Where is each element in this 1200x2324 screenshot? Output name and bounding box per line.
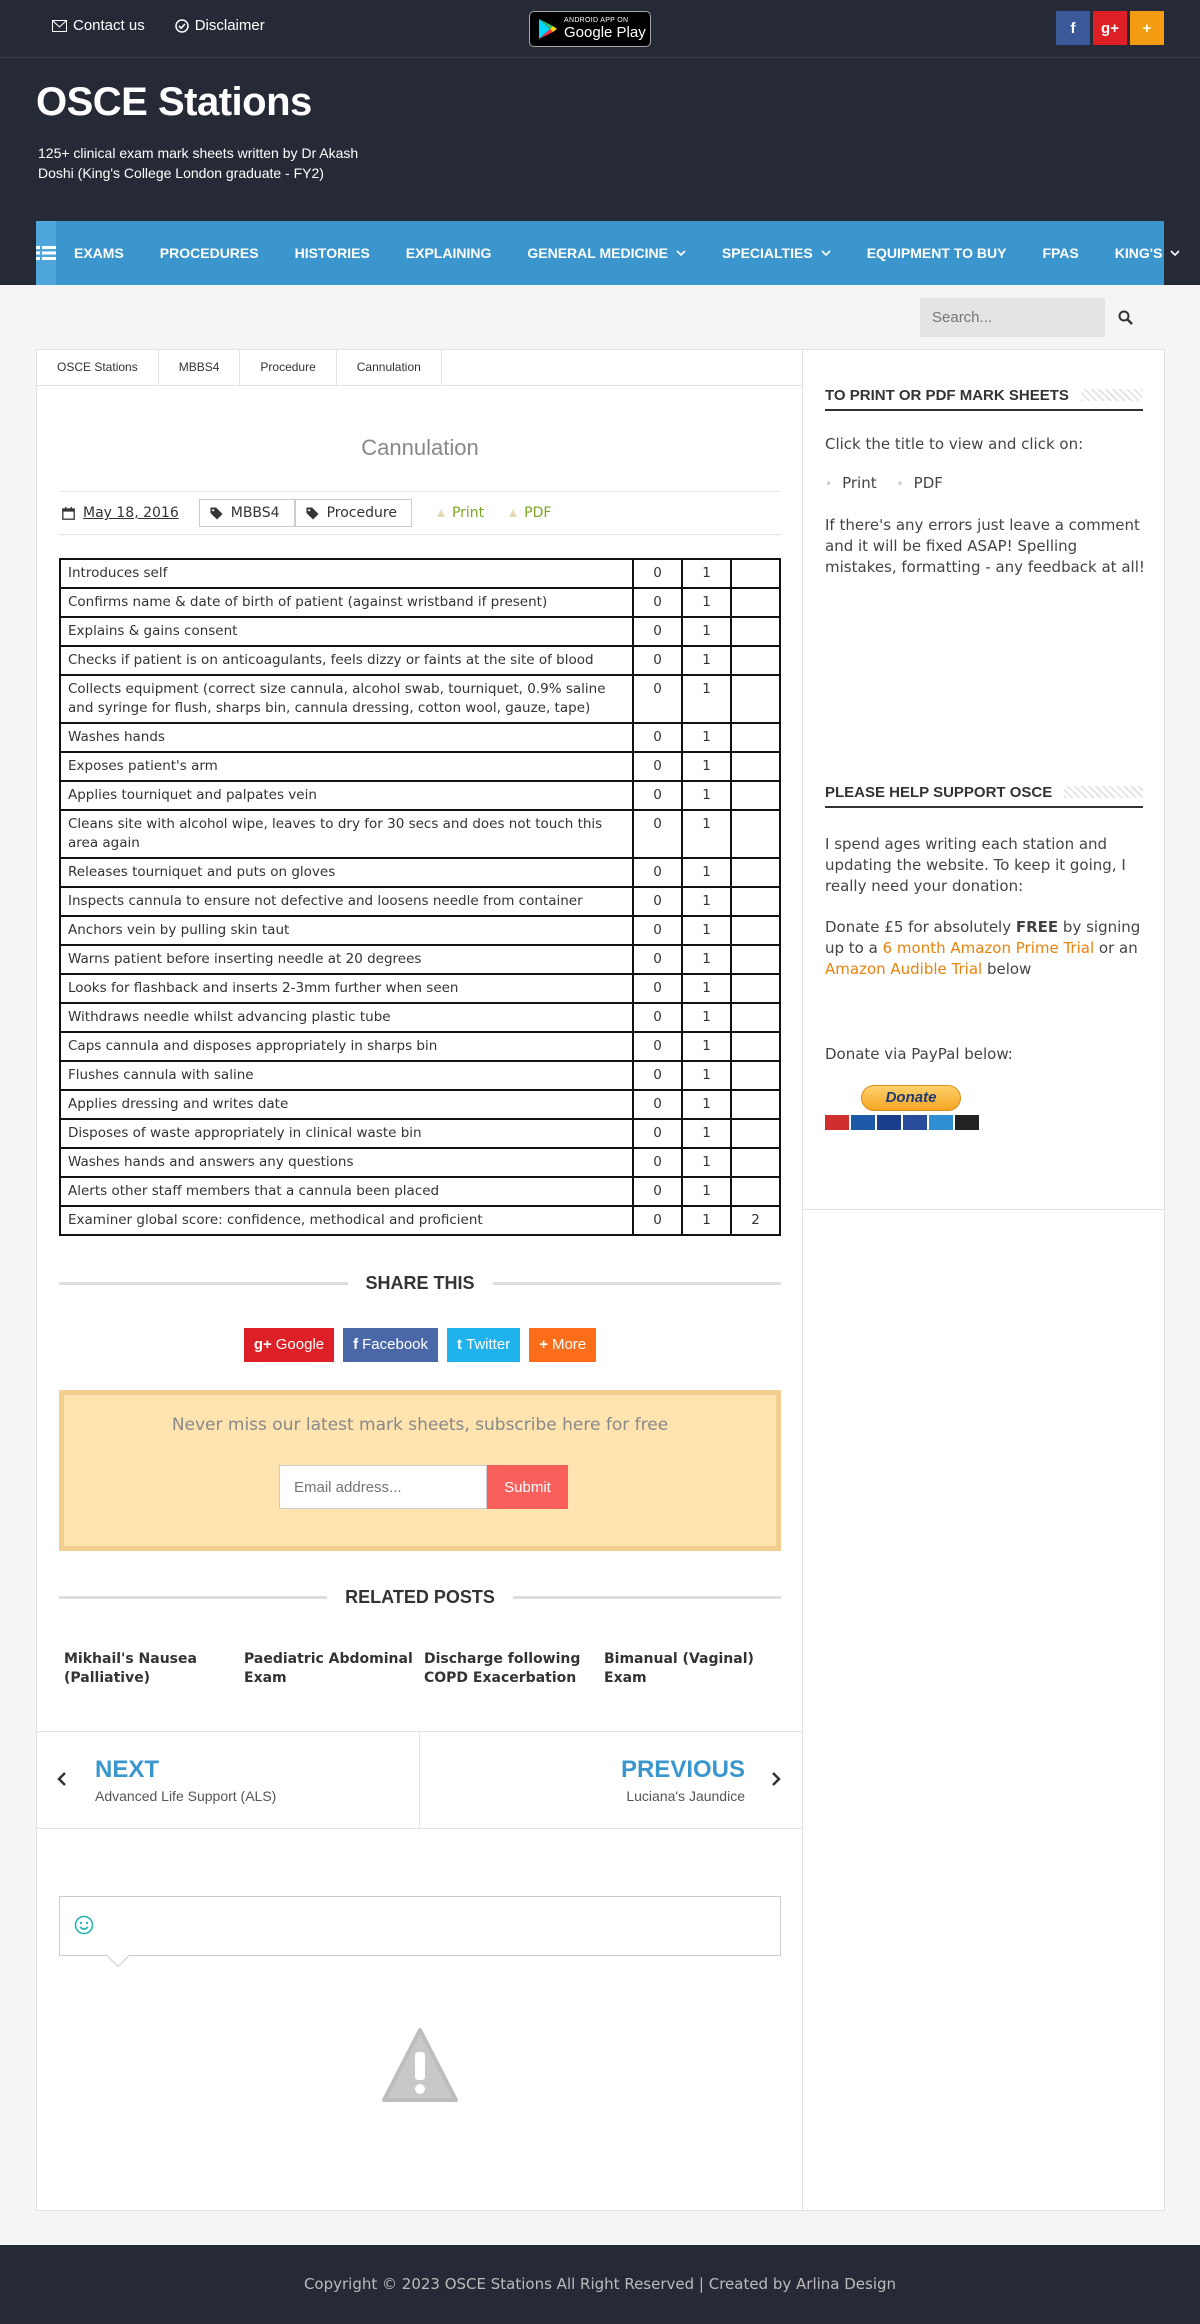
print-widget-title-text: TO PRINT OR PDF MARK SHEETS <box>825 386 1069 404</box>
post-date[interactable] <box>62 505 179 521</box>
share-more-button[interactable] <box>529 1328 596 1362</box>
site-title[interactable]: OSCE Stations <box>36 80 312 124</box>
nav-item-label: FPAS <box>1042 245 1079 261</box>
table-row <box>60 1206 780 1235</box>
contact-link[interactable] <box>52 17 145 34</box>
breadcrumb <box>37 350 802 386</box>
score-2-cell <box>731 858 780 887</box>
email-input[interactable] <box>279 1465 487 1509</box>
score-0-cell: 0 <box>633 1090 682 1119</box>
score-2-cell <box>731 974 780 1003</box>
donate-pre: Donate £5 for absolutely <box>825 918 1016 936</box>
score-2-cell <box>731 887 780 916</box>
task-cell: Washes hands <box>60 723 633 752</box>
disclaimer-link[interactable] <box>175 17 265 34</box>
post-date-text: May 18, 2016 <box>83 505 179 521</box>
task-cell: Collects equipment (correct size cannula, alcohol swab, tourniquet, 0.9% saline and syringe for flush, sharps bin, cannula dressing, cotton wool, gauze, tape) <box>60 675 633 723</box>
nav-item-exams[interactable] <box>56 221 142 285</box>
top-links <box>52 17 265 34</box>
score-0-cell: 0 <box>633 723 682 752</box>
score-2-cell <box>731 646 780 675</box>
site-header <box>0 58 1200 221</box>
visa-electron-icon <box>903 1115 927 1130</box>
score-1-cell: 1 <box>682 887 731 916</box>
score-1-cell: 1 <box>682 559 731 588</box>
nav-item-histories[interactable] <box>277 221 388 285</box>
task-cell: Washes hands and answers any questions <box>60 1148 633 1177</box>
table-row <box>60 1090 780 1119</box>
score-2-cell <box>731 1177 780 1206</box>
task-cell: Anchors vein by pulling skin taut <box>60 916 633 945</box>
support-text: I spend ages writing each station and updating the website. To keep it going, I really need your donation: <box>825 835 1126 895</box>
table-row <box>60 1003 780 1032</box>
more-icon: + <box>539 1336 548 1353</box>
nav-item-label: KING'S <box>1114 245 1163 261</box>
table-row <box>60 588 780 617</box>
comment-box[interactable] <box>59 1896 781 1956</box>
score-1-cell: 1 <box>682 675 731 723</box>
share-heading <box>59 1268 781 1298</box>
previous-post-link[interactable] <box>420 1732 803 1829</box>
score-1-cell: 1 <box>682 810 731 858</box>
score-0-cell: 0 <box>633 617 682 646</box>
score-0-cell: 0 <box>633 675 682 723</box>
score-2-cell <box>731 559 780 588</box>
table-row <box>60 675 780 723</box>
print-intro: Click the title to view and click on: <box>825 435 1084 453</box>
search-button[interactable] <box>1105 298 1145 337</box>
google-icon: g+ <box>253 1336 272 1353</box>
table-row <box>60 945 780 974</box>
nav-wrapper <box>0 221 1200 285</box>
check-circle-icon <box>175 19 189 33</box>
table-row <box>60 1177 780 1206</box>
sidebar <box>803 350 1165 1210</box>
score-0-cell: 0 <box>633 1061 682 1090</box>
content-container <box>36 349 1165 2211</box>
pdf-label: PDF <box>524 505 552 521</box>
share-heading-text: SHARE THIS <box>365 1272 475 1293</box>
support-widget-title <box>825 778 1143 808</box>
score-2-cell <box>731 1090 780 1119</box>
task-cell: Applies dressing and writes date <box>60 1090 633 1119</box>
score-0-cell: 0 <box>633 1148 682 1177</box>
share-twitter-button[interactable] <box>447 1328 520 1362</box>
divider-line <box>513 1596 781 1599</box>
table-row <box>60 617 780 646</box>
score-2-cell <box>731 723 780 752</box>
envelope-icon <box>52 20 67 32</box>
table-row <box>60 752 780 781</box>
task-cell: Withdraws needle whilst advancing plastic tube <box>60 1003 633 1032</box>
list-icon <box>36 245 56 261</box>
table-row <box>60 1119 780 1148</box>
nav-item-label: GENERAL MEDICINE <box>527 245 668 261</box>
menu-toggle-button[interactable] <box>36 221 56 285</box>
table-row <box>60 1148 780 1177</box>
score-2-cell <box>731 752 780 781</box>
share-facebook-button[interactable] <box>343 1328 438 1362</box>
googleplus-icon[interactable]: g+ <box>1093 11 1127 45</box>
score-1-cell: 1 <box>682 1090 731 1119</box>
post-pager <box>37 1731 803 1829</box>
task-cell: Cleans site with alcohol wipe, leaves to dry for 30 secs and does not touch this area again <box>60 810 633 858</box>
paypal-text: Donate via PayPal below: <box>825 1045 1013 1063</box>
nav-item-king-s[interactable] <box>1097 221 1199 285</box>
score-1-cell: 1 <box>682 1119 731 1148</box>
visa-icon <box>877 1115 901 1130</box>
direct-debit-icon <box>955 1115 979 1130</box>
amazon-audible-link[interactable]: Amazon Audible Trial <box>825 960 983 978</box>
score-2-cell <box>731 675 780 723</box>
share-button-label: Twitter <box>466 1336 511 1353</box>
task-cell: Releases tourniquet and puts on gloves <box>60 858 633 887</box>
table-row <box>60 974 780 1003</box>
score-0-cell: 0 <box>633 1177 682 1206</box>
print-note: If there's any errors just leave a comment and it will be fixed ASAP! Spelling mistakes, formatting - any feedback at all! <box>825 516 1145 576</box>
task-cell: Disposes of waste appropriately in clinical waste bin <box>60 1119 633 1148</box>
subscribe-submit-button[interactable]: Submit <box>487 1465 568 1509</box>
nav-item-label: PROCEDURES <box>159 245 259 261</box>
pdf-icon <box>508 508 518 518</box>
google-play-small: ANDROID APP ON <box>564 17 629 24</box>
tag-label: MBBS4 <box>230 505 280 521</box>
paypal-donate-button[interactable]: Donate <box>861 1085 961 1111</box>
score-2-cell <box>731 916 780 945</box>
contact-label: Contact us <box>73 17 145 34</box>
table-row <box>60 559 780 588</box>
share-button-label: Facebook <box>362 1336 429 1353</box>
table-row <box>60 781 780 810</box>
score-1-cell: 1 <box>682 1177 731 1206</box>
task-cell: Examiner global score: confidence, methodical and proficient <box>60 1206 633 1235</box>
score-1-cell: 1 <box>682 1148 731 1177</box>
donate-mid: by signing up to a <box>825 918 1141 957</box>
task-cell: Caps cannula and disposes appropriately in sharps bin <box>60 1032 633 1061</box>
next-post-link[interactable] <box>37 1732 420 1829</box>
task-cell: Applies tourniquet and palpates vein <box>60 781 633 810</box>
task-cell: Introduces self <box>60 559 633 588</box>
score-2-cell <box>731 1003 780 1032</box>
nav-item-label: EXPLAINING <box>405 245 492 261</box>
print-icon <box>436 508 446 518</box>
title-hatch <box>1081 389 1143 401</box>
score-2-cell <box>731 1148 780 1177</box>
score-2-cell <box>731 1032 780 1061</box>
score-0-cell: 0 <box>633 974 682 1003</box>
score-1-cell: 1 <box>682 617 731 646</box>
score-2-cell <box>731 810 780 858</box>
nav-item-specialties[interactable] <box>704 221 849 285</box>
score-0-cell: 0 <box>633 1119 682 1148</box>
next-label: NEXT <box>95 1756 160 1783</box>
score-1-cell: 1 <box>682 646 731 675</box>
previous-title: Luciana's Jaundice <box>626 1788 745 1804</box>
previous-label: PREVIOUS <box>620 1756 745 1783</box>
print-widget-title <box>825 381 1143 411</box>
print-button[interactable] <box>436 505 484 521</box>
search-icon <box>1118 310 1133 325</box>
tag-mbbs4[interactable] <box>199 499 295 527</box>
support-widget-title-text: PLEASE HELP SUPPORT OSCE <box>825 783 1053 801</box>
task-cell: Confirms name & date of birth of patient (against wristband if present) <box>60 588 633 617</box>
nav-item-fpas[interactable] <box>1024 221 1096 285</box>
related-heading-text: RELATED POSTS <box>345 1586 495 1607</box>
chevron-right-icon <box>771 1772 781 1786</box>
score-2-cell <box>731 1061 780 1090</box>
score-0-cell: 0 <box>633 1003 682 1032</box>
score-1-cell: 1 <box>682 916 731 945</box>
score-0-cell: 0 <box>633 752 682 781</box>
pdf-button[interactable] <box>508 505 551 521</box>
more-icon[interactable]: + <box>1130 11 1164 45</box>
related-posts <box>64 1650 784 1688</box>
calendar-icon <box>62 507 75 520</box>
top-bar <box>0 0 1200 58</box>
score-1-cell: 1 <box>682 1003 731 1032</box>
nav-item-label: EQUIPMENT TO BUY <box>866 245 1007 261</box>
score-1-cell: 1 <box>682 1061 731 1090</box>
share-buttons <box>37 1328 803 1362</box>
score-1-cell: 1 <box>682 752 731 781</box>
score-1-cell: 1 <box>682 1206 731 1235</box>
score-1-cell: 1 <box>682 781 731 810</box>
score-0-cell: 0 <box>633 646 682 675</box>
divider-line <box>59 1282 348 1285</box>
task-cell: Inspects cannula to ensure not defective and loosens needle from container <box>60 887 633 916</box>
breadcrumb-item[interactable]: Procedure <box>240 350 336 385</box>
share-button-label: Google <box>275 1336 325 1353</box>
share-google-button[interactable] <box>244 1328 334 1362</box>
score-0-cell: 0 <box>633 559 682 588</box>
subscribe-text: Never miss our latest mark sheets, subscribe here for free <box>171 1415 669 1435</box>
score-2-cell <box>731 1119 780 1148</box>
breadcrumb-item: Cannulation <box>337 350 442 385</box>
score-2-cell <box>731 588 780 617</box>
tag-procedure[interactable] <box>295 499 412 527</box>
table-row <box>60 723 780 752</box>
donate-post: below <box>982 960 1032 978</box>
score-2-cell <box>731 945 780 974</box>
score-1-cell: 1 <box>682 1032 731 1061</box>
task-cell: Warns patient before inserting needle at 20 degrees <box>60 945 633 974</box>
main-nav <box>36 221 1164 285</box>
table-row <box>60 916 780 945</box>
related-post-item[interactable]: Paediatric Abdominal Exam <box>244 1651 413 1686</box>
google-play-big: Google Play <box>564 24 646 41</box>
subscribe-form <box>279 1465 568 1509</box>
payment-cards <box>825 1115 979 1130</box>
breadcrumb-item[interactable]: MBBS4 <box>159 350 241 385</box>
nav-item-label: HISTORIES <box>294 245 370 261</box>
post-meta <box>59 491 781 535</box>
mark-sheet-table <box>59 558 781 1236</box>
chevron-down-icon <box>821 250 831 257</box>
table-row <box>60 1061 780 1090</box>
related-heading <box>59 1582 781 1612</box>
task-cell: Flushes cannula with saline <box>60 1061 633 1090</box>
twitter-icon: t <box>457 1336 463 1353</box>
task-cell: Alerts other staff members that a cannula been placed <box>60 1177 633 1206</box>
table-row <box>60 646 780 675</box>
social-icons <box>1056 11 1164 45</box>
site-tagline: 125+ clinical exam mark sheets written by Dr Akash Doshi (King's College London graduate - FY2) <box>38 145 359 181</box>
print-label: Print <box>451 505 485 521</box>
nav-item-equipment-to-buy[interactable] <box>849 221 1025 285</box>
chevron-down-icon <box>1170 250 1180 257</box>
score-2-cell <box>731 617 780 646</box>
google-play-icon <box>538 18 558 40</box>
tag-label: Procedure <box>326 505 397 521</box>
amazon-prime-link[interactable]: 6 month Amazon Prime Trial <box>882 939 1095 957</box>
paypal-widget <box>825 1085 979 1130</box>
facebook-icon: f <box>353 1336 359 1353</box>
maestro-icon <box>851 1115 875 1130</box>
mastercard-icon <box>825 1115 849 1130</box>
score-1-cell: 1 <box>682 945 731 974</box>
tag-icon <box>306 507 319 520</box>
related-post-item[interactable]: Discharge following COPD Exacerbation <box>424 1651 581 1686</box>
amex-icon <box>929 1115 953 1130</box>
score-0-cell: 0 <box>633 916 682 945</box>
score-0-cell: 0 <box>633 945 682 974</box>
nav-item-general-medicine[interactable] <box>509 221 704 285</box>
nav-item-explaining[interactable] <box>388 221 510 285</box>
score-0-cell: 0 <box>633 1206 682 1235</box>
disclaimer-label: Disclaimer <box>194 17 265 34</box>
post-title: Cannulation <box>361 435 479 460</box>
facebook-icon[interactable]: f <box>1056 11 1090 45</box>
donate-free: FREE <box>1015 918 1059 936</box>
chevron-left-icon <box>57 1772 67 1786</box>
print-option: • Print <box>825 474 877 492</box>
donate-or: or an <box>1094 939 1138 957</box>
divider-line <box>493 1282 782 1285</box>
print-options <box>825 474 943 492</box>
task-cell: Looks for flashback and inserts 2-3mm further when seen <box>60 974 633 1003</box>
score-0-cell: 0 <box>633 588 682 617</box>
task-cell: Exposes patient's arm <box>60 752 633 781</box>
main-column <box>37 350 803 2210</box>
search-bar <box>920 298 1145 337</box>
title-hatch <box>1064 786 1143 798</box>
related-post-item[interactable]: Mikhail's Nausea (Palliative) <box>64 1651 197 1686</box>
score-2-cell: 2 <box>731 1206 780 1235</box>
score-1-cell: 1 <box>682 723 731 752</box>
footer: Copyright © 2023 OSCE Stations All Right Reserved | Created by Arlina Design <box>0 2245 1200 2324</box>
google-play-badge[interactable] <box>529 11 651 47</box>
score-1-cell: 1 <box>682 588 731 617</box>
tag-icon <box>210 507 223 520</box>
smiley-icon <box>74 1915 94 1935</box>
nav-item-label: SPECIALTIES <box>721 245 813 261</box>
score-0-cell: 0 <box>633 858 682 887</box>
score-0-cell: 0 <box>633 781 682 810</box>
subscribe-box <box>59 1390 781 1551</box>
chevron-down-icon <box>676 250 686 257</box>
comment-box-tail <box>107 1945 130 1968</box>
warning-icon <box>380 2026 460 2106</box>
score-0-cell: 0 <box>633 1032 682 1061</box>
table-row <box>60 858 780 887</box>
score-1-cell: 1 <box>682 974 731 1003</box>
score-0-cell: 0 <box>633 810 682 858</box>
table-row <box>60 887 780 916</box>
donate-text <box>825 917 1147 980</box>
nav-item-label: EXAMS <box>74 245 124 261</box>
score-2-cell <box>731 781 780 810</box>
next-title: Advanced Life Support (ALS) <box>95 1788 277 1804</box>
breadcrumb-item[interactable]: OSCE Stations <box>37 350 159 385</box>
task-cell: Checks if patient is on anticoagulants, feels dizzy or faints at the site of blood <box>60 646 633 675</box>
score-1-cell: 1 <box>682 858 731 887</box>
table-row <box>60 810 780 858</box>
nav-item-procedures[interactable] <box>142 221 277 285</box>
score-0-cell: 0 <box>633 887 682 916</box>
divider-line <box>59 1596 327 1599</box>
pdf-option: • PDF <box>897 474 943 492</box>
task-cell: Explains & gains consent <box>60 617 633 646</box>
share-button-label: More <box>551 1336 587 1353</box>
search-input[interactable] <box>920 298 1105 337</box>
related-post-item[interactable]: Bimanual (Vaginal) Exam <box>604 1651 754 1686</box>
table-row <box>60 1032 780 1061</box>
